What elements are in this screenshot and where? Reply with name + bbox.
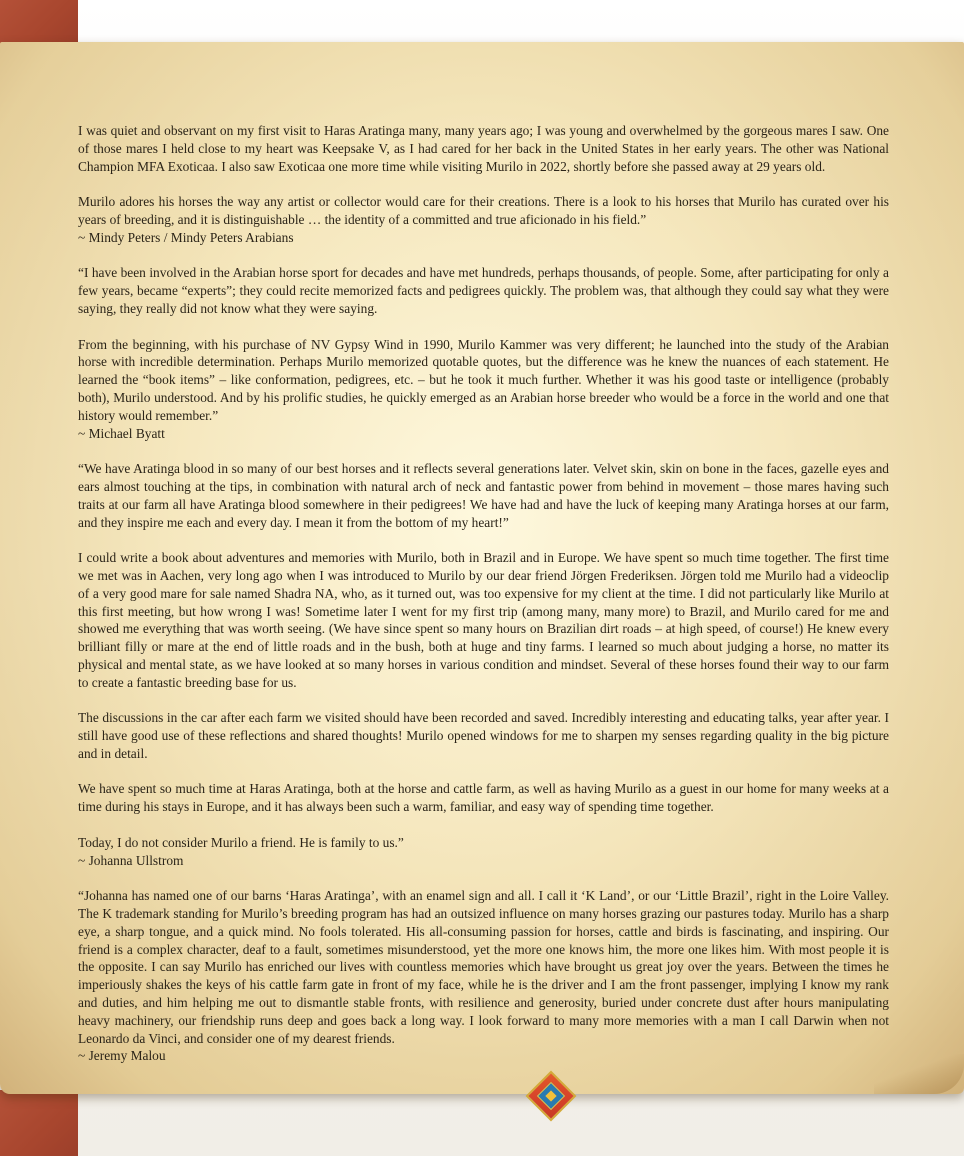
signature-johanna-ullstrom: ~ Johanna Ullstrom [78,852,184,868]
signature-michael-byatt: ~ Michael Byatt [78,425,165,441]
signature-jeremy-malou: ~ Jeremy Malou [78,1048,166,1064]
article-body [78,122,889,1083]
signature-mindy-peters: ~ Mindy Peters / Mindy Peters Arabians [78,229,294,245]
paragraph-9 [78,834,889,870]
paragraph-4 [78,336,889,443]
paragraph-7: The discussions in the car after each farm we visited should have been recorded and saved. Incredibly interesting and educating talks, year after year. I still have good use of these reflections and shared thoughts! Murilo opened windows for me to sharpen my senses regarding quality in the big picture and in detail. [78,710,889,761]
paragraph-2 [78,193,889,246]
paragraph-10 [78,887,889,1065]
leather-cover-bottom [0,1090,78,1156]
paragraph-9-text: Today, I do not consider Murilo a friend. He is family to us.” [78,834,404,850]
paragraph-5: “We have Aratinga blood in so many of our best horses and it reflects several generations later. Velvet skin, skin on bone in the faces, gazelle eyes and ears almost touching at the tips, in combination with natural arch of neck and fantastic power from behind in movement – those mares having such traits at our farm all have Aratinga blood somewhere in their pedigrees! We have had and have the luck of keeping many Aratinga horses at our farm, and they inspire me each and every day. I mean it from the bottom of my heart!” [78,461,889,530]
paragraph-10-text: “Johanna has named one of our barns ‘Haras Aratinga’, with an enamel sign and all. I call it ‘K Land’, or our ‘Little Brazil’, right in the Loire Valley. The K trademark standing for Murilo’s breeding program has had an outsized influence on many horses grazing our pastures today. Murilo has a sharp eye, a sharp tongue, and a quick mind. No fools tolerated. His all-consuming passion for horses, cattle and birds is fascinating, and inspiring. Our friend is a complex character, deaf to a fault, sometimes misunderstood, yet the more one knows him, the more one likes him. With most people it is the opposite. I can say Murilo has enriched our lives with countless memories which have brought us great joy over the years. Between the times he imperiously shakes the keys of his cattle farm gate in front of my face, while he is the driver and I am the front passenger, implying I know my rank and duties, and him helping me out to dismantle stable fronts, with resilience and generosity, buried under concrete dust after hours manipulating heavy machinery, our friendship runs deep and goes back a long way. I look forward to many more memories with a man I call Darwin when not Leonardo da Vinci, and consider one of my dearest friends. [78,888,889,1046]
paragraph-8: We have spent so much time at Haras Aratinga, both at the horse and cattle farm, as well as having Murilo as a guest in our home for many weeks at a time during his stays in Europe, and it has always been such a warm, familiar, and easy way of spending time together. [78,781,889,815]
paragraph-4-text: From the beginning, with his purchase of NV Gypsy Wind in 1990, Murilo Kammer was very different; he launched into the study of the Arabian horse with incredible determination. Perhaps Murilo memorized quotable quotes, but the difference was he knew the nuances of each statement. He learned the “book items” – like conformation, pedigrees, etc. – but he took it much further. Whether it was his good taste or intelligence (probably both), Murilo understood. And by his prolific studies, he quickly emerged as an Arabian horse breeder who would be a force in the world and one that history would remember.” [78,336,889,423]
paragraph-3: “I have been involved in the Arabian horse sport for decades and have met hundreds, perhaps thousands, of people. Some, after participating for only a few years, became “experts”; they could recite memorized facts and pedigrees quickly. The problem was, that although they could say what they were saying, they really did not know what they were saying. [78,265,889,316]
paragraph-2-text: Murilo adores his horses the way any artist or collector would care for their creations. There is a look to his horses that Murilo has curated over his years of breeding, and it is distinguishable … the identity of a committed and true aficionado in his field.” [78,194,889,227]
leather-cover-top [0,0,78,44]
paragraph-1: I was quiet and observant on my first visit to Haras Aratinga many, many years ago; I was young and overwhelmed by the gorgeous mares I saw. One of those mares I held close to my heart was Keepsake V, as I had cared for her back in the United States in her early years. The other was National Champion MFA Exoticaa. I also saw Exoticaa one more time while visiting Murilo in 2022, shortly before she passed away at 29 years old. [78,123,889,174]
paragraph-6: I could write a book about adventures and memories with Murilo, both in Brazil and in Europe. We have spent so much time together. The first time we met was in Aachen, very long ago when I was introduced to Murilo by our dear friend Jörgen Frederiksen. Jörgen told me Murilo had a videoclip of a very good mare for sale named Shadra NA, who, as it turned out, was too expensive for my client at the time. I did not particularly like Murilo at this first meeting, but how wrong I was! Sometime later I went for my first trip (among many, many more) to Brazil, and Murilo cared for me and showed me everything that was worth seeing. (We have since spent so many hours on Brazilian dirt roads – at high speed, of course!) He knew every brilliant filly or mare at the end of little roads and in the bush, both at huge and tiny farms. I learned so much about judging a horse, no matter its physical and mental state, as we have looked at so many horses in various condition and mindset. Several of these horses found their way to our farm to create a fantastic breeding base for us. [78,550,889,690]
